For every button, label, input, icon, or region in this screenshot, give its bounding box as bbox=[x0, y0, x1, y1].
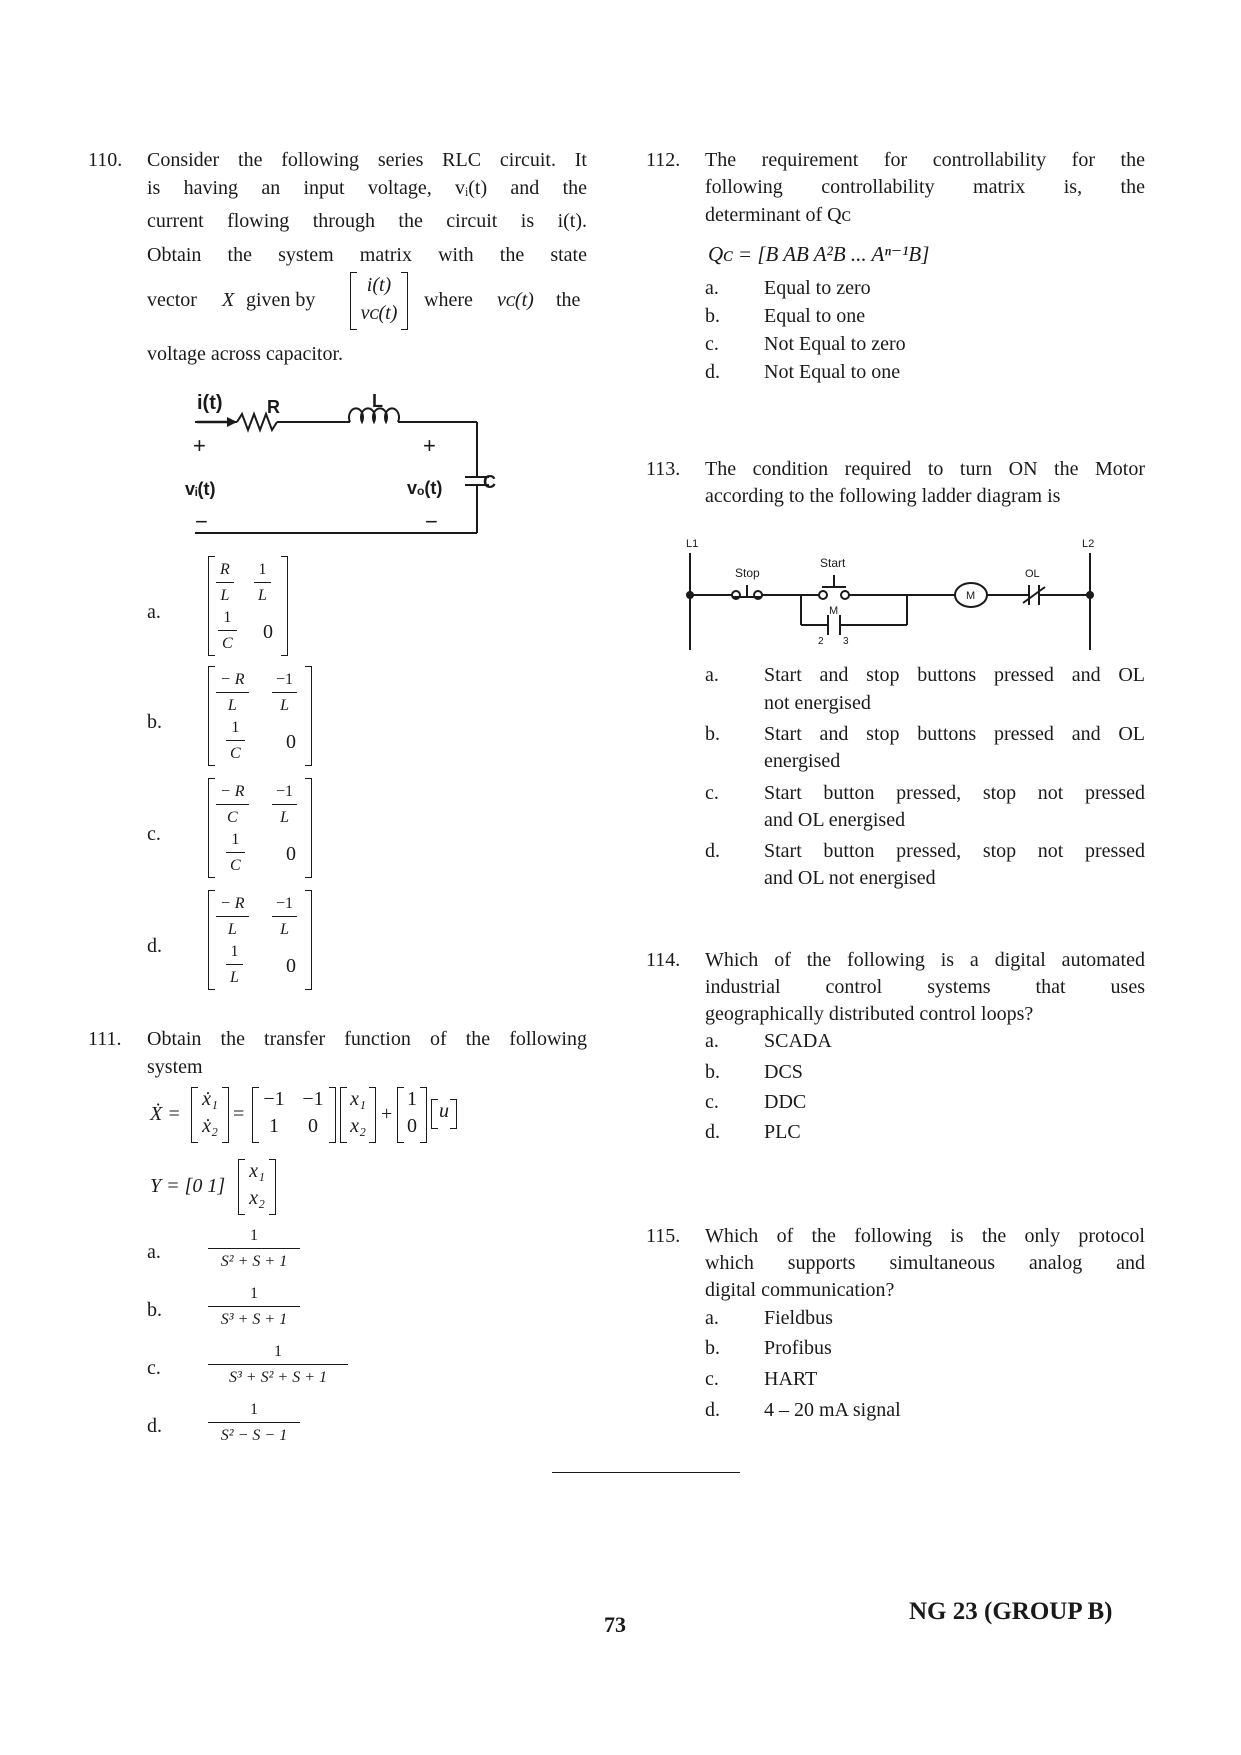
matrix-entry: R bbox=[216, 558, 234, 583]
option-text: Not Equal to one bbox=[764, 361, 901, 383]
question-text-line: digital communication? bbox=[705, 1279, 895, 1301]
matrix-entry: L bbox=[258, 587, 267, 604]
option-label: b. bbox=[705, 1337, 720, 1359]
matrix-entry: 0 bbox=[286, 843, 296, 865]
option-text: Fieldbus bbox=[764, 1307, 833, 1329]
vector-entry: 0 bbox=[407, 1115, 417, 1137]
matrix-entry: −1 bbox=[272, 892, 297, 917]
option-text: 4 – 20 mA signal bbox=[764, 1399, 901, 1421]
motor-label: M bbox=[966, 590, 976, 602]
matrix-entry: L bbox=[230, 969, 239, 986]
matrix-entry: L bbox=[280, 921, 289, 938]
where-text: where bbox=[424, 289, 473, 311]
matrix-entry: L bbox=[280, 809, 289, 826]
option-label: c. bbox=[705, 1091, 719, 1113]
option-text-line: Start and stop buttons pressed and OL bbox=[764, 664, 1145, 686]
option-matrix-d bbox=[208, 890, 312, 990]
option-label: d. bbox=[147, 1415, 162, 1437]
matrix-entry: 0 bbox=[286, 731, 296, 753]
vector-entry: x₁ bbox=[350, 1088, 366, 1110]
option-label: c. bbox=[705, 333, 719, 355]
vector-entry: u bbox=[439, 1100, 449, 1122]
vector-entry: vᴄ(t) bbox=[360, 302, 398, 324]
option-label: b. bbox=[705, 723, 720, 745]
inductor-label: L bbox=[372, 391, 383, 411]
vector-entry: 1 bbox=[407, 1088, 417, 1110]
page-number: 73 bbox=[604, 1612, 626, 1637]
question-text-line: following controllability matrix is, the bbox=[705, 176, 1145, 198]
controllability-formula: Qᴄ = [B AB A²B ... Aⁿ⁻¹B] bbox=[708, 242, 930, 266]
option-label: c. bbox=[147, 1357, 161, 1379]
option-text-line: energised bbox=[764, 750, 841, 772]
option-label: d. bbox=[147, 935, 162, 957]
question-number: 111. bbox=[88, 1028, 122, 1050]
vector-entry: x₁ bbox=[249, 1160, 265, 1182]
vector-entry: i(t) bbox=[366, 274, 392, 296]
matrix-entry: 1 bbox=[226, 716, 245, 741]
vector-entry: ẋ₁ bbox=[202, 1088, 218, 1110]
numerator: 1 bbox=[208, 1398, 300, 1423]
question-text-line: Obtain the system matrix with the state bbox=[147, 244, 587, 266]
matrix-entry: 1 bbox=[254, 558, 271, 583]
question-number: 113. bbox=[646, 458, 681, 480]
numerator: 1 bbox=[208, 1224, 300, 1249]
denominator: S² − S − 1 bbox=[220, 1427, 288, 1444]
stop-button-label: Stop bbox=[735, 566, 760, 580]
matrix-entry: − R bbox=[216, 668, 249, 693]
matrix-entry: − R bbox=[216, 892, 249, 917]
option-label: a. bbox=[705, 1030, 719, 1052]
question-text-line: Which of the following is a digital automated bbox=[705, 949, 1145, 971]
option-matrix-c bbox=[208, 778, 312, 878]
ladder-diagram bbox=[675, 535, 1105, 655]
question-text-line: industrial control systems that uses bbox=[705, 976, 1145, 998]
matrix-entry: C bbox=[222, 635, 233, 652]
b-vector bbox=[397, 1087, 427, 1143]
numerator: 1 bbox=[208, 1282, 300, 1307]
option-label: b. bbox=[705, 305, 720, 327]
matrix-entry: −1 bbox=[302, 1088, 324, 1110]
output-voltage-label: vₒ(t) bbox=[407, 478, 443, 498]
plus-sign: + bbox=[381, 1103, 393, 1125]
numerator: 1 bbox=[208, 1340, 348, 1365]
vector-entry: x₂ bbox=[249, 1187, 265, 1209]
option-label: d. bbox=[705, 1121, 720, 1143]
option-fraction bbox=[208, 1398, 300, 1449]
matrix-entry: 1 bbox=[218, 606, 237, 631]
option-matrix-b bbox=[208, 666, 312, 766]
matrix-entry: L bbox=[220, 587, 230, 604]
question-text-line: The condition required to turn ON the Motor bbox=[705, 458, 1145, 480]
matrix-entry: −1 bbox=[272, 668, 297, 693]
current-label: i(t) bbox=[197, 392, 223, 414]
question-text-line: system bbox=[147, 1056, 203, 1078]
contact-terminal-3: 3 bbox=[843, 636, 849, 647]
output-x-vector bbox=[238, 1159, 276, 1215]
resistor-label: R bbox=[267, 397, 280, 417]
option-label: a. bbox=[705, 277, 719, 299]
option-text: Equal to zero bbox=[764, 277, 871, 299]
option-label: a. bbox=[147, 601, 161, 623]
question-text-line: voltage across capacitor. bbox=[147, 343, 344, 365]
option-text-line: not energised bbox=[764, 692, 871, 714]
u-vector bbox=[431, 1099, 457, 1129]
matrix-entry: C bbox=[226, 809, 238, 826]
xdot-vector bbox=[191, 1087, 229, 1143]
option-text-line: Start and stop buttons pressed and OL bbox=[764, 723, 1145, 745]
matrix-entry: L bbox=[280, 697, 289, 714]
x-vector bbox=[340, 1087, 376, 1143]
denominator: S³ + S² + S + 1 bbox=[229, 1369, 327, 1386]
option-text-line: and OL not energised bbox=[764, 867, 936, 889]
option-text: HART bbox=[764, 1368, 818, 1390]
minus-sign: − bbox=[195, 509, 208, 534]
matrix-entry: L bbox=[227, 697, 237, 714]
matrix-entry: − R bbox=[216, 780, 249, 805]
question-text-line: according to the following ladder diagram is bbox=[705, 485, 1061, 507]
given-by-text: given by bbox=[246, 289, 316, 311]
ladder-label-l1: L1 bbox=[686, 538, 699, 550]
rlc-circuit-diagram bbox=[175, 385, 505, 545]
matrix-entry: L bbox=[227, 921, 237, 938]
vector-entry: x₂ bbox=[350, 1115, 366, 1137]
option-text: DDC bbox=[764, 1091, 807, 1113]
matrix-entry: 1 bbox=[226, 940, 243, 965]
question-text-line: is having an input voltage, vᵢ(t) and the bbox=[147, 177, 587, 199]
option-label: d. bbox=[705, 840, 720, 862]
matrix-entry: 0 bbox=[286, 955, 296, 977]
matrix-entry: −1 bbox=[272, 780, 297, 805]
option-label: a. bbox=[705, 664, 719, 686]
vector-variable: X bbox=[222, 289, 235, 311]
matrix-entry: 1 bbox=[269, 1115, 279, 1137]
question-text-line: current flowing through the circuit is i(t). bbox=[147, 210, 587, 232]
question-number: 114. bbox=[646, 949, 681, 971]
denominator: S² + S + 1 bbox=[220, 1253, 288, 1270]
option-matrix-a bbox=[208, 556, 288, 656]
minus-sign: − bbox=[425, 509, 438, 534]
option-text: DCS bbox=[764, 1061, 803, 1083]
contact-terminal-2: 2 bbox=[818, 636, 824, 647]
option-label: d. bbox=[705, 361, 720, 383]
question-text-line: Obtain the transfer function of the following bbox=[147, 1028, 587, 1050]
start-button-label: Start bbox=[820, 556, 846, 570]
a-matrix bbox=[252, 1087, 336, 1143]
option-fraction bbox=[208, 1224, 300, 1275]
state-vector-matrix bbox=[350, 272, 408, 330]
question-number: 112. bbox=[646, 149, 681, 171]
state-eq-lhs: Ẋ = bbox=[150, 1103, 181, 1125]
plus-sign: + bbox=[193, 433, 206, 458]
option-label: d. bbox=[705, 1399, 720, 1421]
vector-entry: ẋ₂ bbox=[202, 1115, 218, 1137]
option-text: SCADA bbox=[764, 1030, 832, 1052]
the-text: the bbox=[556, 289, 581, 311]
option-label: b. bbox=[705, 1061, 720, 1083]
plus-sign: + bbox=[423, 433, 436, 458]
question-text-line: which supports simultaneous analog and bbox=[705, 1252, 1145, 1274]
option-text: PLC bbox=[764, 1121, 801, 1143]
section-divider bbox=[552, 1472, 740, 1473]
option-label: c. bbox=[705, 782, 719, 804]
option-text: Profibus bbox=[764, 1337, 832, 1359]
overload-label: OL bbox=[1025, 568, 1040, 580]
contact-m-label: M bbox=[829, 605, 839, 617]
option-label: c. bbox=[147, 823, 161, 845]
matrix-entry: −1 bbox=[263, 1088, 285, 1110]
option-fraction bbox=[208, 1340, 348, 1391]
matrix-entry: 0 bbox=[308, 1115, 318, 1137]
question-number: 115. bbox=[646, 1225, 681, 1247]
output-eq-lhs: Y = [0 1] bbox=[150, 1175, 226, 1197]
denominator: S³ + S + 1 bbox=[220, 1311, 288, 1328]
question-number: 110. bbox=[88, 149, 123, 171]
option-text-line: and OL energised bbox=[764, 809, 906, 831]
option-text-line: Start button pressed, stop not pressed bbox=[764, 840, 1145, 862]
equals-sign: = bbox=[233, 1103, 245, 1125]
option-text: Equal to one bbox=[764, 305, 866, 327]
vector-prefix: vector bbox=[147, 289, 197, 311]
question-text-line: determinant of Qᴄ bbox=[705, 204, 852, 226]
capacitor-label: C bbox=[483, 472, 496, 492]
option-text-line: Start button pressed, stop not pressed bbox=[764, 782, 1145, 804]
option-text: Not Equal to zero bbox=[764, 333, 906, 355]
matrix-entry: 0 bbox=[263, 621, 273, 643]
option-fraction bbox=[208, 1282, 300, 1333]
question-text-line: The requirement for controllability for the bbox=[705, 149, 1145, 171]
matrix-entry: 1 bbox=[226, 828, 245, 853]
option-label: a. bbox=[705, 1307, 719, 1329]
option-label: a. bbox=[147, 1241, 161, 1263]
vc-symbol: vᴄ(t) bbox=[497, 289, 534, 311]
paper-code: NG 23 (GROUP B) bbox=[909, 1598, 1113, 1625]
option-label: c. bbox=[705, 1368, 719, 1390]
question-text-line: Which of the following is the only protocol bbox=[705, 1225, 1145, 1247]
matrix-entry: C bbox=[230, 857, 241, 874]
matrix-entry: C bbox=[230, 745, 241, 762]
ladder-label-l2: L2 bbox=[1082, 538, 1095, 550]
input-voltage-label: vᵢ(t) bbox=[185, 479, 216, 499]
option-label: b. bbox=[147, 1299, 162, 1321]
question-text-line: geographically distributed control loops? bbox=[705, 1003, 1034, 1025]
question-text-line: Consider the following series RLC circuit. It bbox=[147, 149, 587, 171]
option-label: b. bbox=[147, 711, 162, 733]
